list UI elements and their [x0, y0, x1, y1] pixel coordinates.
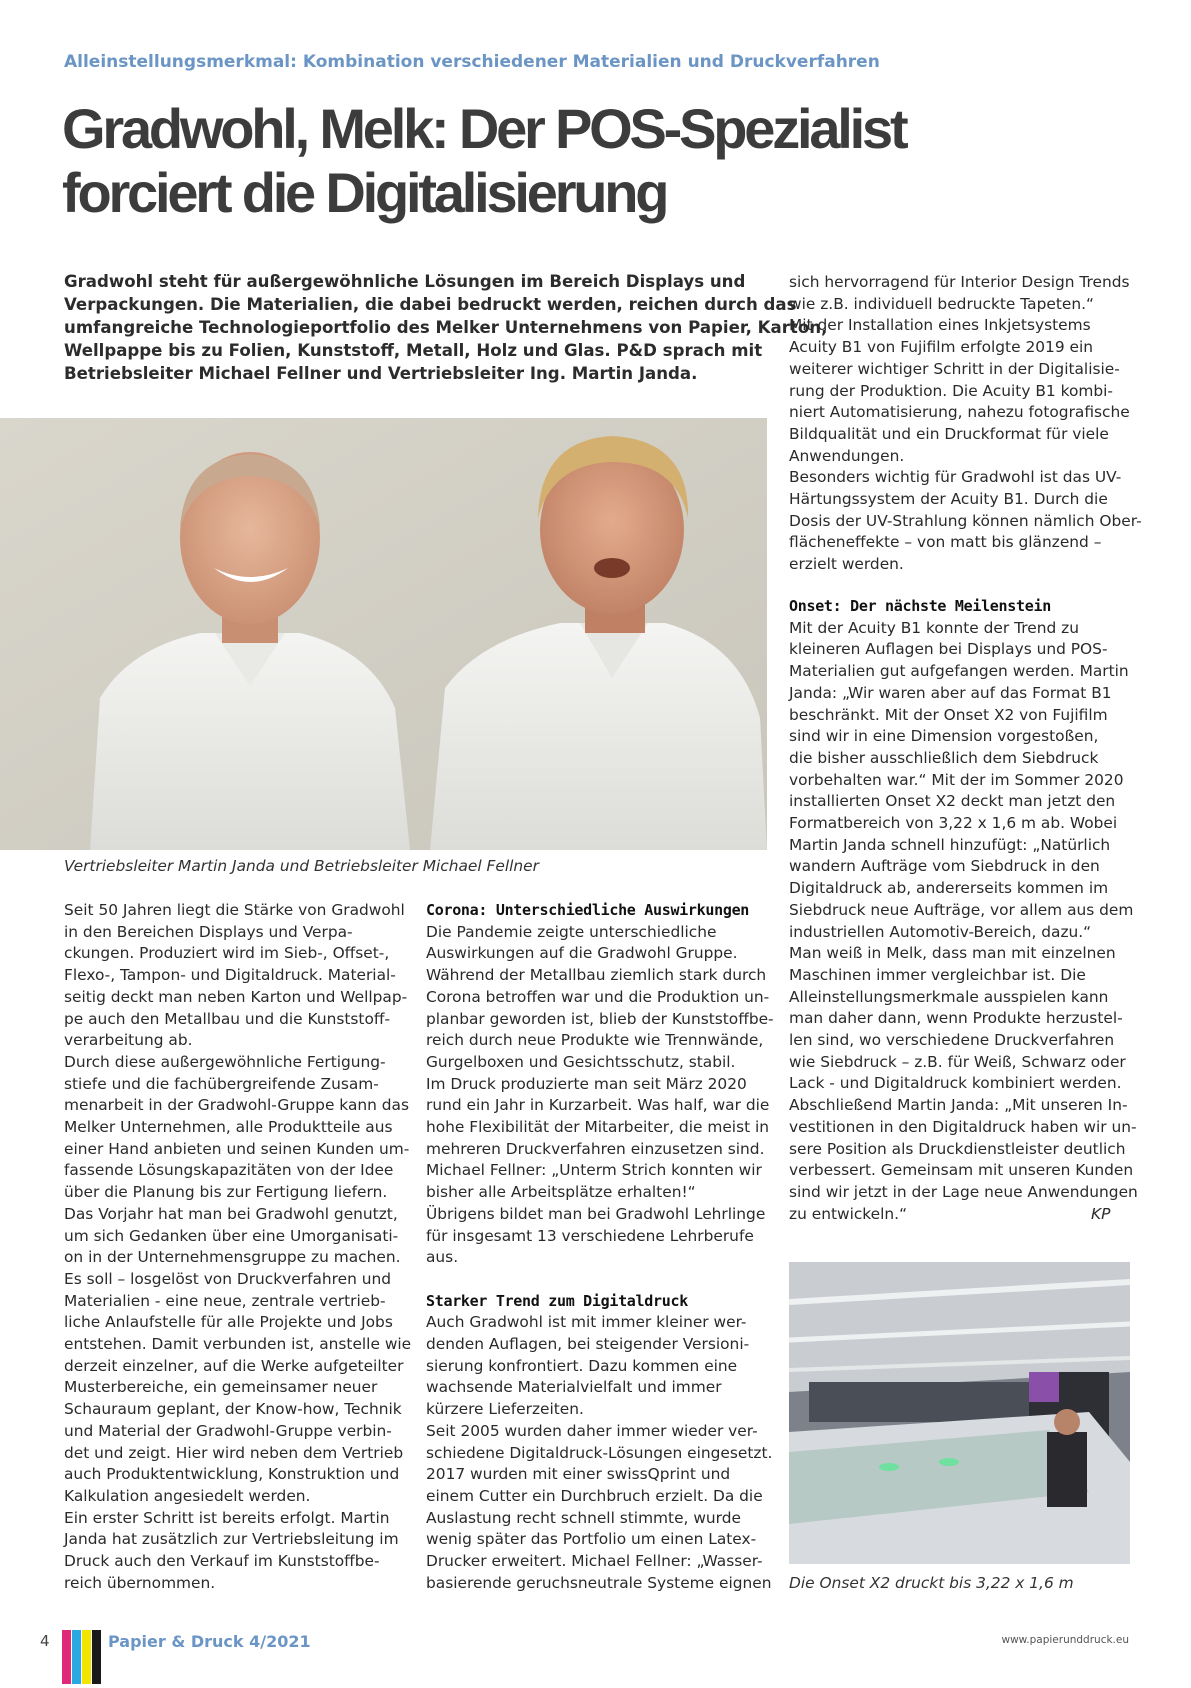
text-line: Siebdruck neue Aufträge, vor allem aus dem: [789, 900, 1134, 919]
text-line: basierende geruchsneutrale Systeme eignen: [426, 1573, 772, 1592]
text-line: vorbehalten war.“ Mit der im Sommer 2020: [789, 770, 1124, 789]
text-line: 2017 wurden mit einer swissQprint und: [426, 1465, 731, 1484]
text-line: Alleinstellungsmerkmale ausspielen kann: [789, 987, 1109, 1006]
portrait-caption: Vertriebsleiter Martin Janda und Betriebsleiter Michael Fellner: [64, 857, 539, 875]
text-line: wachsende Materialvielfalt und immer: [426, 1378, 722, 1397]
column-3-part-2-text: [789, 618, 1139, 1226]
text-line: wandern Aufträge vom Siebdruck in den: [789, 857, 1100, 876]
text-line: auch Produktentwicklung, Konstruktion und: [64, 1465, 400, 1484]
text-line: Gradwohl steht für außergewöhnliche Lösungen im Bereich Displays und: [64, 272, 746, 291]
text-line: Die Pandemie zeigte unterschiedliche: [426, 922, 717, 941]
page-footer: [0, 1630, 1191, 1684]
text-line: Auslastung recht schnell stimmte, wurde: [426, 1508, 741, 1527]
text-line: hohe Flexibilität der Mitarbeiter, die meist in: [426, 1118, 770, 1137]
text-line: Janda hat zusätzlich zur Vertriebsleitung im: [64, 1530, 399, 1549]
text-line: erzielt werden.: [789, 555, 904, 574]
text-line: liche Anlaufstelle für alle Projekte und Jobs: [64, 1313, 393, 1332]
text-line: pe auch den Metallbau und die Kunststoff-: [64, 1009, 391, 1028]
text-line: Härtungssystem der Acuity B1. Durch die: [789, 490, 1108, 509]
text-line: Corona betroffen war und die Produktion un-: [426, 987, 770, 1006]
text-line: Michael Fellner: „Unterm Strich konnten wir: [426, 1161, 762, 1180]
text-line: sind wir in eine Dimension vorgestoßen,: [789, 727, 1099, 746]
text-line: um sich Gedanken über eine Umorganisati-: [64, 1226, 399, 1245]
print-hall-photo: [789, 1262, 1130, 1564]
text-line: vestitionen in den Digitaldruck haben wir un-: [789, 1117, 1137, 1136]
text-line: man daher dann, wenn Produkte herzustel-: [789, 1009, 1123, 1028]
text-line: Es soll – losgelöst von Druckverfahren und: [64, 1269, 392, 1288]
text-line: Drucker erweitert. Michael Fellner: „Wasser-: [426, 1552, 763, 1571]
text-line: industriellen Automotiv-Bereich, dazu.“: [789, 922, 1092, 941]
text-line: Musterbereiche, ein gemeinsamer neuer: [64, 1378, 378, 1397]
text-line: Seit 2005 wurden daher immer wieder ver-: [426, 1421, 758, 1440]
color-bar: [92, 1630, 101, 1684]
text-line: wie z.B. individuell bedruckte Tapeten.“: [789, 294, 1094, 313]
text-line: Formatbereich von 3,22 x 1,6 m ab. Wobei: [789, 814, 1118, 833]
text-line: Acuity B1 von Fujifilm erfolgte 2019 ein: [789, 338, 1094, 357]
text-line: planbar geworden ist, blieb der Kunststoffbe-: [426, 1009, 774, 1028]
text-line: reich übernommen.: [64, 1573, 216, 1592]
author-initials: KP: [1091, 1204, 1111, 1223]
text-line: in den Bereichen Displays und Verpa-: [64, 922, 353, 941]
text-line: Seit 50 Jahren liegt die Stärke von Gradwohl: [64, 901, 405, 919]
text-line: umfangreiche Technologieportfolio des Melker Unternehmens von Papier, Karton,: [64, 318, 828, 337]
subheading-onset: Onset: Der nächste Meilenstein: [789, 597, 1051, 615]
text-line: Druck auch den Verkauf im Kunststoffbe-: [64, 1552, 380, 1571]
text-line: für insgesamt 13 verschiedene Lehrberufe: [426, 1226, 754, 1245]
text-line: sich hervorragend für Interior Design Trends: [789, 273, 1130, 291]
text-line: seitig deckt man neben Karton und Wellpap-: [64, 987, 408, 1006]
color-bar: [62, 1630, 71, 1684]
text-line: Dosis der UV-Strahlung können nämlich Ober-: [789, 511, 1142, 530]
text-line: Auswirkungen auf die Gradwohl Gruppe.: [426, 944, 738, 963]
text-line: mehreren Druckverfahren einzusetzen sind.: [426, 1139, 765, 1158]
text-line: weiterer wichtiger Schritt in der Digitalisie-: [789, 359, 1120, 378]
website-url: www.papierunddruck.eu: [1001, 1634, 1129, 1646]
text-line: Man weiß in Melk, dass man mit einzelnen: [789, 944, 1116, 963]
text-line: Während der Metallbau ziemlich stark durch: [426, 966, 767, 985]
text-line: Janda: „Wir waren aber auf das Format B1: [789, 683, 1112, 702]
text-line: einem Cutter ein Durchbruch erzielt. Da die: [426, 1486, 763, 1505]
text-line: derzeit einzelner, auf die Werke aufgeteilter: [64, 1356, 404, 1375]
article-column-1: [64, 900, 412, 1595]
text-line: Lack - und Digitaldruck kombiniert werden.: [789, 1074, 1122, 1093]
text-line: niert Automatisierung, nahezu fotografische: [789, 403, 1130, 422]
text-line: verbessert. Gemeinsam mit unseren Kunden: [789, 1161, 1134, 1180]
portrait-photo-illustration: [0, 418, 767, 850]
text-line: ckungen. Produziert wird im Sieb-, Offset-,: [64, 944, 390, 963]
text-line: zu entwickeln.“: [789, 1204, 908, 1223]
text-line: Flexo-, Tampon- und Digitaldruck. Material-: [64, 966, 396, 985]
text-line: Besonders wichtig für Gradwohl ist das UV-: [789, 468, 1122, 487]
text-line: über die Planung bis zur Fertigung liefern.: [64, 1183, 388, 1202]
text-line: len sind, wo verschiedene Druckverfahren: [789, 1031, 1115, 1050]
text-line: sere Position als Druckdienstleister deutlich: [789, 1139, 1126, 1158]
text-line: menarbeit in der Gradwohl-Gruppe kann das: [64, 1096, 410, 1115]
headline-line-2: forciert die Digitalisierung: [62, 161, 667, 224]
text-line: Materialien gut aufgefangen werden. Martin: [789, 662, 1129, 681]
text-line: einer Hand anbieten und seinen Kunden um-: [64, 1139, 410, 1158]
text-line: rung der Produktion. Die Acuity B1 kombi-: [789, 381, 1113, 400]
subheading-corona: Corona: Unterschiedliche Auswirkungen: [426, 901, 750, 919]
text-line: wenig später das Portfolio um einen Latex-: [426, 1530, 757, 1549]
text-line: aus.: [426, 1248, 459, 1267]
text-line: Gurgelboxen und Gesichtsschutz, stabil.: [426, 1052, 736, 1071]
text-line: Schauraum geplant, der Know-how, Technik: [64, 1400, 402, 1419]
text-line: Übrigens bildet man bei Gradwohl Lehrlinge: [426, 1204, 766, 1223]
text-line: kürzere Lieferzeiten.: [426, 1400, 584, 1419]
text-line: Mit der Acuity B1 konnte der Trend zu: [789, 618, 1079, 637]
subheading-digitaldruck: Starker Trend zum Digitaldruck: [426, 1291, 688, 1310]
print-hall-caption: Die Onset X2 druckt bis 3,22 x 1,6 m: [789, 1574, 1074, 1592]
text-line: Kalkulation angesiedelt werden.: [64, 1486, 311, 1505]
color-bars: [62, 1630, 102, 1684]
text-line: beschränkt. Mit der Onset X2 von Fujifilm: [789, 705, 1108, 724]
column-2-part-1: [426, 922, 774, 1269]
text-line: Verpackungen. Die Materialien, die dabei bedruckt werden, reichen durch das: [64, 295, 797, 314]
lead-paragraph: [64, 270, 828, 385]
text-line: Durch diese außergewöhnliche Fertigung-: [64, 1052, 386, 1071]
text-line: stiefe und die fachübergreifende Zusam-: [64, 1074, 379, 1093]
text-line: rund ein Jahr in Kurzarbeit. Was half, war die: [426, 1096, 770, 1115]
text-line: verarbeitung ab.: [64, 1031, 193, 1050]
text-line: Martin Janda schnell hinzufügt: „Natürlich: [789, 835, 1111, 854]
text-line: reich durch neue Produkte wie Trennwände,: [426, 1031, 764, 1050]
text-line: Auch Gradwohl ist mit immer kleiner wer-: [426, 1313, 747, 1332]
text-line: Digitaldruck ab, andererseits kommen im: [789, 879, 1109, 898]
text-line: Abschließend Martin Janda: „Mit unseren In-: [789, 1096, 1128, 1115]
text-line: Das Vorjahr hat man bei Gradwohl genutzt,: [64, 1204, 398, 1223]
page-number: 4: [40, 1632, 50, 1650]
kicker: Alleinstellungsmerkmal: Kombination verschiedener Materialien und Druckverfahren: [64, 52, 880, 72]
article-column-3-part-2: [789, 596, 1139, 1225]
text-line: sierung konfrontiert. Dazu kommen eine: [426, 1356, 738, 1375]
text-line: sind wir jetzt in der Lage neue Anwendungen: [789, 1182, 1138, 1201]
text-line: installierten Onset X2 deckt man jetzt den: [789, 792, 1116, 811]
headline-line-1: Gradwohl, Melk: Der POS-Spezialist: [62, 97, 906, 160]
text-line: Wellpappe bis zu Folien, Kunststoff, Metall, Holz und Glas. P&D sprach mit: [64, 341, 763, 360]
headline: [62, 97, 1062, 225]
text-line: fassende Lösungskapazitäten von der Idee: [64, 1161, 394, 1180]
text-line: Mit der Installation eines Inkjetsystems: [789, 316, 1091, 335]
text-line: kleineren Auflagen bei Displays und POS-: [789, 640, 1108, 659]
color-bar: [82, 1630, 91, 1684]
article-column-3-part-1: [789, 272, 1142, 576]
color-bar: [72, 1630, 81, 1684]
text-line: Materialien - eine neue, zentrale vertrieb-: [64, 1291, 386, 1310]
column-2-part-2: [426, 1312, 773, 1594]
text-line: det und zeigt. Hier wird neben dem Vertrieb: [64, 1443, 404, 1462]
text-line: Anwendungen.: [789, 446, 905, 465]
text-line: wie Siebdruck – z.B. für Weiß, Schwarz oder: [789, 1052, 1126, 1071]
magazine-issue: Papier & Druck 4/2021: [108, 1632, 311, 1651]
text-line: Ein erster Schritt ist bereits erfolgt. Martin: [64, 1508, 390, 1527]
text-line: denden Auflagen, bei steigender Versioni-: [426, 1335, 750, 1354]
text-line: Betriebsleiter Michael Fellner und Vertriebsleiter Ing. Martin Janda.: [64, 364, 698, 383]
text-line: Bildqualität und ein Druckformat für viele: [789, 424, 1109, 443]
text-line: on in der Unternehmensgruppe zu machen.: [64, 1248, 401, 1267]
portrait-photo: [0, 418, 767, 850]
text-line: bisher alle Arbeitsplätze erhalten!“: [426, 1183, 696, 1202]
print-hall-illustration: [789, 1262, 1130, 1564]
text-line: Maschinen immer vergleichbar ist. Die: [789, 965, 1086, 984]
text-line: entstehen. Damit verbunden ist, anstelle wie: [64, 1335, 412, 1354]
text-line: schiedene Digitaldruck-Lösungen eingesetzt.: [426, 1443, 773, 1462]
text-line: die bisher ausschließlich dem Siebdruck: [789, 748, 1099, 767]
article-column-2: [426, 900, 774, 1594]
text-line: Melker Unternehmen, alle Produktteile aus: [64, 1118, 393, 1137]
text-line: Im Druck produzierte man seit März 2020: [426, 1074, 747, 1093]
text-line: und Material der Gradwohl-Gruppe verbin-: [64, 1421, 392, 1440]
text-line: flächeneffekte – von matt bis glänzend –: [789, 533, 1102, 552]
